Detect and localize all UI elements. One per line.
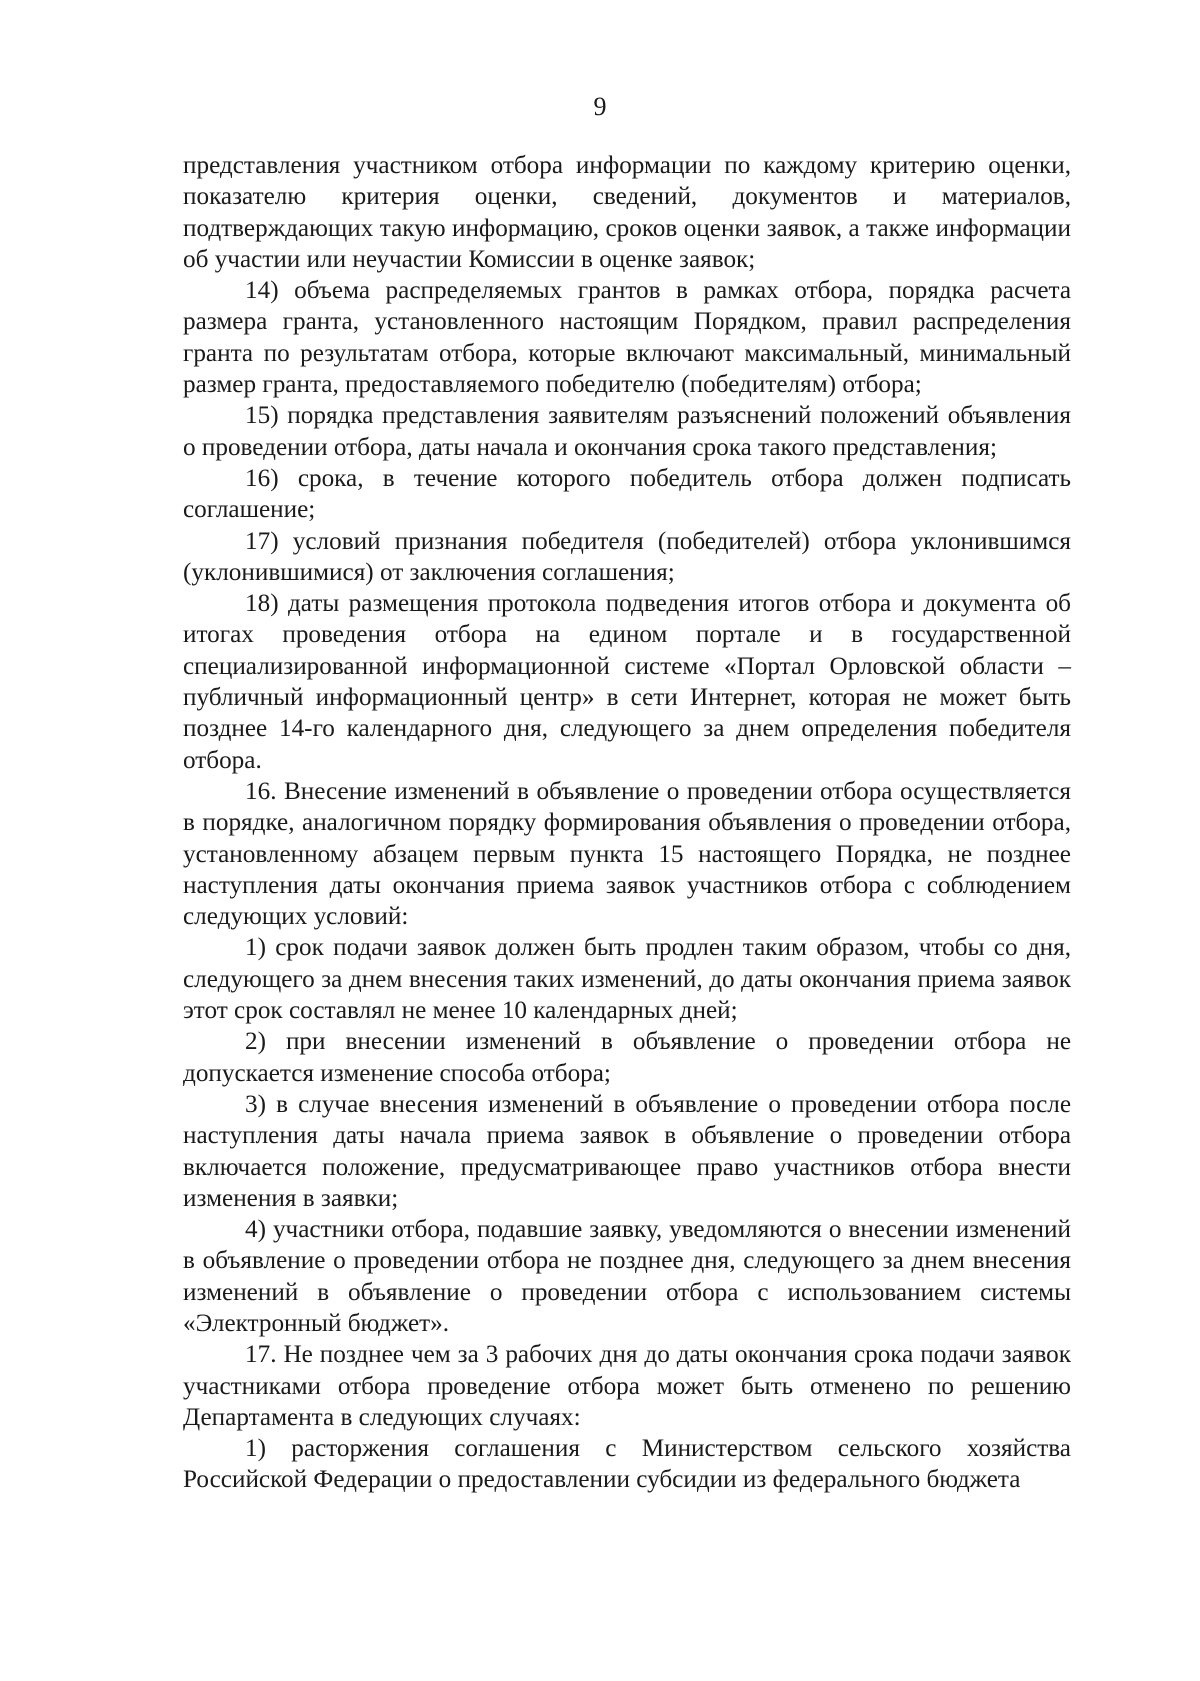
paragraph: 16. Внесение изменений в объявление о проведении отбора осуществляется в порядке, аналогичном порядку формирования объявления о проведении отбора, установленному абзацем первым пункта 15 настоящего Порядка, не позднее наступления даты окончания приема заявок участников отбора с соблюдением следующих условий:: [183, 777, 1071, 931]
paragraph: 4) участники отбора, подавшие заявку, уведомляются о внесении изменений в объявление о проведении отбора не позднее дня, следующего за днем внесения изменений в объявление о проведении отбора с использованием системы «Электронный бюджет».: [183, 1216, 1071, 1337]
page-number: 9: [593, 92, 607, 121]
paragraph: 16) срока, в течение которого победитель отбора должен подписать соглашение;: [183, 464, 1071, 524]
paragraph: представления участником отбора информации по каждому критерию оценки, показателю критерия оценки, сведений, документов и материалов, подтверждающих такую информацию, сроков оценки заявок, а также информации об участии или неучастии Комиссии в оценке заявок;: [183, 152, 1071, 273]
paragraph: 2) при внесении изменений в объявление о проведении отбора не допускается изменение способа отбора;: [183, 1028, 1071, 1087]
paragraph: 3) в случае внесения изменений в объявление о проведении отбора после наступления даты начала приема заявок в объявление о проведении отбора включается положение, предусматривающее право участников отбора внести изменения в заявки;: [183, 1090, 1071, 1212]
paragraph: 14) объема распределяемых грантов в рамках отбора, порядка расчета размера гранта, установленного настоящим Порядком, правил распределения гранта по результатам отбора, которые включают максимальный, минимальный размер гранта, предоставляемого победителю (победителям) отбора;: [183, 277, 1071, 399]
document-body: [183, 150, 1071, 1496]
paragraph: 1) срок подачи заявок должен быть продлен таким образом, чтобы со дня, следующего за днем внесения таких изменений, до даты окончания приема заявок этот срок составлял не менее 10 календарных дней;: [183, 934, 1071, 1025]
paragraph: 1) расторжения соглашения с Министерством сельского хозяйства Российской Федерации о предоставлении субсидии из федерального бюджета: [183, 1435, 1071, 1494]
paragraph: 17) условий признания победителя (победителей) отбора уклонившимся (уклонившимися) от заключения соглашения;: [183, 527, 1071, 586]
paragraph: 17. Не позднее чем за 3 рабочих дня до даты окончания срока подачи заявок участниками отбора проведение отбора может быть отменено по решению Департамента в следующих случаях:: [183, 1341, 1071, 1431]
paragraph: 18) даты размещения протокола подведения итогов отбора и документа об итогах проведения отбора на едином портале и в государственной специализированной информационной системе «Портал Орловской области – публичный информационный центр» в сети Интернет, которая не может быть позднее 14-го календарного дня, следующего за днем определения победителя отбора.: [183, 590, 1071, 774]
paragraph: 15) порядка представления заявителям разъяснений положений объявления о проведении отбора, даты начала и окончания срока такого представления;: [183, 402, 1071, 461]
